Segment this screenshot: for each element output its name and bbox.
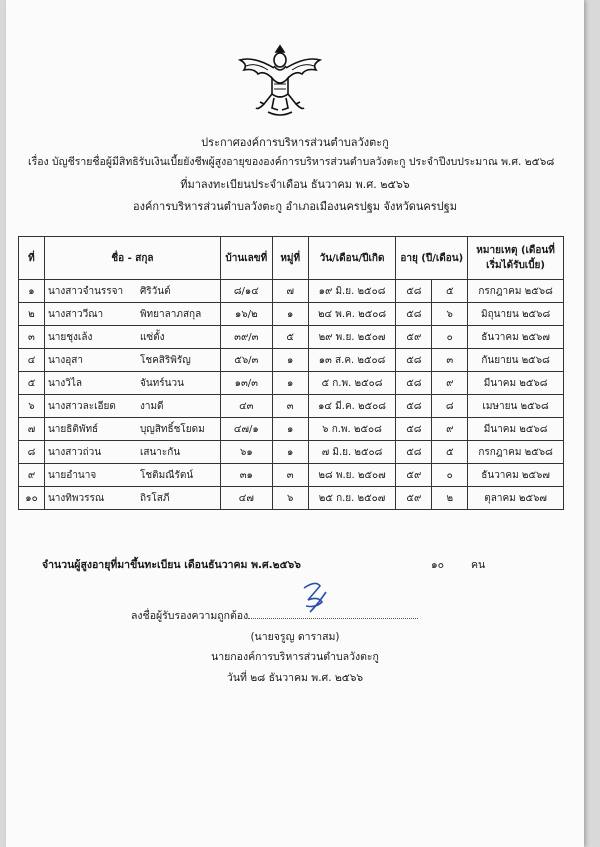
row-number: ๑ [19,280,45,303]
col-header-house: บ้านเลขที่ [220,237,272,280]
row-age-months: ๐ [432,464,468,487]
row-date-of-birth: ๑๔ มี.ค. ๒๕๐๘ [308,395,396,418]
first-name: นายชุงเล้ง [47,331,93,343]
row-name [44,464,220,487]
row-age-months: ๒ [432,487,468,510]
row-moo: ๕ [272,326,308,349]
row-age-years: ๕๘ [396,441,432,464]
last-name: งามดี [139,400,164,412]
row-date-of-birth: ๕ ก.พ. ๒๕๐๘ [308,372,396,395]
row-note: เมษายน ๒๕๖๘ [468,395,564,418]
row-house-number: ๑๓/๓ [220,372,272,395]
last-name: ศิริวันต์ [139,285,171,297]
row-name [44,487,220,510]
row-name [44,372,220,395]
beneficiary-table [18,236,564,510]
signature-date: วันที่ ๒๘ ธันวาคม พ.ศ. ๒๕๖๖ [226,672,364,684]
first-name: นายธิติพัทธ์ [47,423,99,435]
row-date-of-birth: ๒๕ ก.ย. ๒๕๐๗ [308,487,396,510]
row-note: ตุลาคม ๒๕๖๗ [468,487,564,510]
row-house-number: ๔๗ [220,487,272,510]
row-age-months: ๙ [432,418,468,441]
row-note: กรกฎาคม ๒๕๖๘ [468,280,564,303]
first-name: นางสาวละเอียด [47,400,116,412]
table-row [19,372,564,395]
last-name: แซ่ตั้ง [139,331,165,343]
row-name [44,395,220,418]
row-note: มีนาคม ๒๕๖๘ [468,418,564,441]
row-note: มีนาคม ๒๕๖๘ [468,372,564,395]
row-moo: ๖ [272,487,308,510]
signer-name: (นายจรูญ ดาราสม) [250,631,340,643]
table-row [19,441,564,464]
summary-unit: คน [471,559,486,571]
last-name: ถิรโสภี [139,492,170,504]
col-header-name: ชื่อ - สกุล [44,237,220,280]
row-name [44,303,220,326]
last-name: จันทร์นวน [139,377,184,389]
first-name: นายอำนาจ [47,469,97,481]
row-house-number: ๖๑ [220,441,272,464]
row-number: ๗ [19,418,45,441]
first-name: นางอุสา [47,354,84,366]
document-page [6,0,584,847]
row-age-months: ๐ [432,326,468,349]
row-age-years: ๕๘ [396,303,432,326]
table-row [19,303,564,326]
row-age-years: ๕๘ [396,372,432,395]
row-date-of-birth: ๒๔ พ.ค. ๒๕๐๘ [308,303,396,326]
row-name [44,418,220,441]
summary-label: จำนวนผู้สูงอายุที่มาขึ้นทะเบียน เดือนธันวาคม พ.ศ.๒๕๖๖ [42,559,301,571]
row-house-number: ๓๑ [220,464,272,487]
row-age-months: ๕ [432,441,468,464]
row-age-months: ๖ [432,303,468,326]
row-house-number: ๔๓ [220,395,272,418]
last-name: บุญสิทธิ์ชโยดม [139,423,205,435]
row-moo: ๗ [272,280,308,303]
table-row [19,464,564,487]
table-row [19,487,564,510]
table-header-row [19,237,564,280]
row-age-years: ๕๙ [396,464,432,487]
row-house-number: ๔๗/๑ [220,418,272,441]
registration-month-line: ที่มาลงทะเบียนประจำเดือน ธันวาคม พ.ศ. ๒๕๖๖ [180,178,410,191]
last-name: เสนาะกัน [139,446,181,458]
summary-count: ๑๐ [431,559,445,571]
row-date-of-birth: ๖ ก.พ. ๒๕๐๘ [308,418,396,441]
col-header-no: ที่ [19,237,45,280]
row-note: กรกฎาคม ๒๕๖๘ [468,441,564,464]
table-row [19,418,564,441]
row-name [44,349,220,372]
row-age-years: ๕๘ [396,395,432,418]
row-note: ธันวาคม ๒๕๖๗ [468,464,564,487]
first-name: นางสาวถ่วน [47,446,102,458]
row-note: กันยายน ๒๕๖๘ [468,349,564,372]
row-moo: ๓ [272,464,308,487]
row-age-years: ๕๘ [396,280,432,303]
row-moo: ๑ [272,349,308,372]
row-date-of-birth: ๗ มิ.ย. ๒๕๐๘ [308,441,396,464]
announcement-title: ประกาศองค์การบริหารส่วนตำบลวังตะกู [201,136,389,149]
row-house-number: ๕๖/๓ [220,349,272,372]
row-age-months: ๓ [432,349,468,372]
row-note: ธันวาคม ๒๕๖๗ [468,326,564,349]
first-name: นางวิไล [47,377,83,389]
handwritten-signature [296,578,336,618]
announcement-subject: เรื่อง บัญชีรายชื่อผู้มีสิทธิรับเงินเบี้ยยังชีพผู้สูงอายุขององค์การบริหารส่วนตำบลวังตะกู ประจำปีงบประมาณ พ.ศ. ๒๕๖๘ [28,156,555,168]
row-date-of-birth: ๒๙ พ.ย. ๒๕๐๗ [308,326,396,349]
row-number: ๔ [19,349,45,372]
row-moo: ๑ [272,303,308,326]
row-number: ๙ [19,464,45,487]
row-moo: ๑ [272,418,308,441]
row-name [44,280,220,303]
table-row [19,326,564,349]
row-moo: ๓ [272,395,308,418]
row-age-months: ๕ [432,280,468,303]
first-name: นางทิพวรรณ [47,492,105,504]
row-note: มิถุนายน ๒๕๖๘ [468,303,564,326]
organization-line: องค์การบริหารส่วนตำบลวังตะกู อำเภอเมืองนครปฐม จังหวัดนครปฐม [133,200,457,213]
row-moo: ๑ [272,372,308,395]
row-house-number: ๑๖/๒ [220,303,272,326]
row-number: ๕ [19,372,45,395]
table-row [19,349,564,372]
col-header-dob: วัน/เดือน/ปีเกิด [308,237,396,280]
col-header-age: อายุ (ปี/เดือน) [396,237,468,280]
row-name [44,441,220,464]
row-date-of-birth: ๑๓ ส.ค. ๒๕๐๘ [308,349,396,372]
certifier-label: ลงชื่อผู้รับรองความถูกต้อง [131,610,249,622]
row-age-months: ๘ [432,395,468,418]
row-number: ๖ [19,395,45,418]
row-age-years: ๕๙ [396,487,432,510]
row-number: ๑๐ [19,487,45,510]
row-date-of-birth: ๑๙ มิ.ย. ๒๕๐๘ [308,280,396,303]
row-age-years: ๕๘ [396,349,432,372]
certifier-signature-line [131,607,418,624]
row-house-number: ๓๙/๓ [220,326,272,349]
signer-position: นายกองค์การบริหารส่วนตำบลวังตะกู [211,651,379,663]
table-row [19,280,564,303]
garuda-emblem-icon [234,38,326,120]
row-moo: ๑ [272,441,308,464]
table-row [19,395,564,418]
row-number: ๒ [19,303,45,326]
row-house-number: ๘/๑๔ [220,280,272,303]
first-name: นางสาววีณา [47,308,104,320]
last-name: พิทยาลาภสกุล [139,308,202,320]
row-age-years: ๕๘ [396,418,432,441]
row-number: ๓ [19,326,45,349]
col-header-note: หมายเหตุ (เดือนที่เริ่มได้รับเบี้ย) [468,237,564,280]
row-age-years: ๕๙ [396,326,432,349]
last-name: โชคสิริพิรัญ [139,354,191,366]
row-name [44,326,220,349]
last-name: โชติมณีรัตน์ [139,469,194,481]
col-header-moo: หมู่ที่ [272,237,308,280]
row-date-of-birth: ๒๘ พ.ย. ๒๕๐๗ [308,464,396,487]
row-number: ๘ [19,441,45,464]
row-age-months: ๙ [432,372,468,395]
first-name: นางสาวจำนรรจา [47,285,124,297]
